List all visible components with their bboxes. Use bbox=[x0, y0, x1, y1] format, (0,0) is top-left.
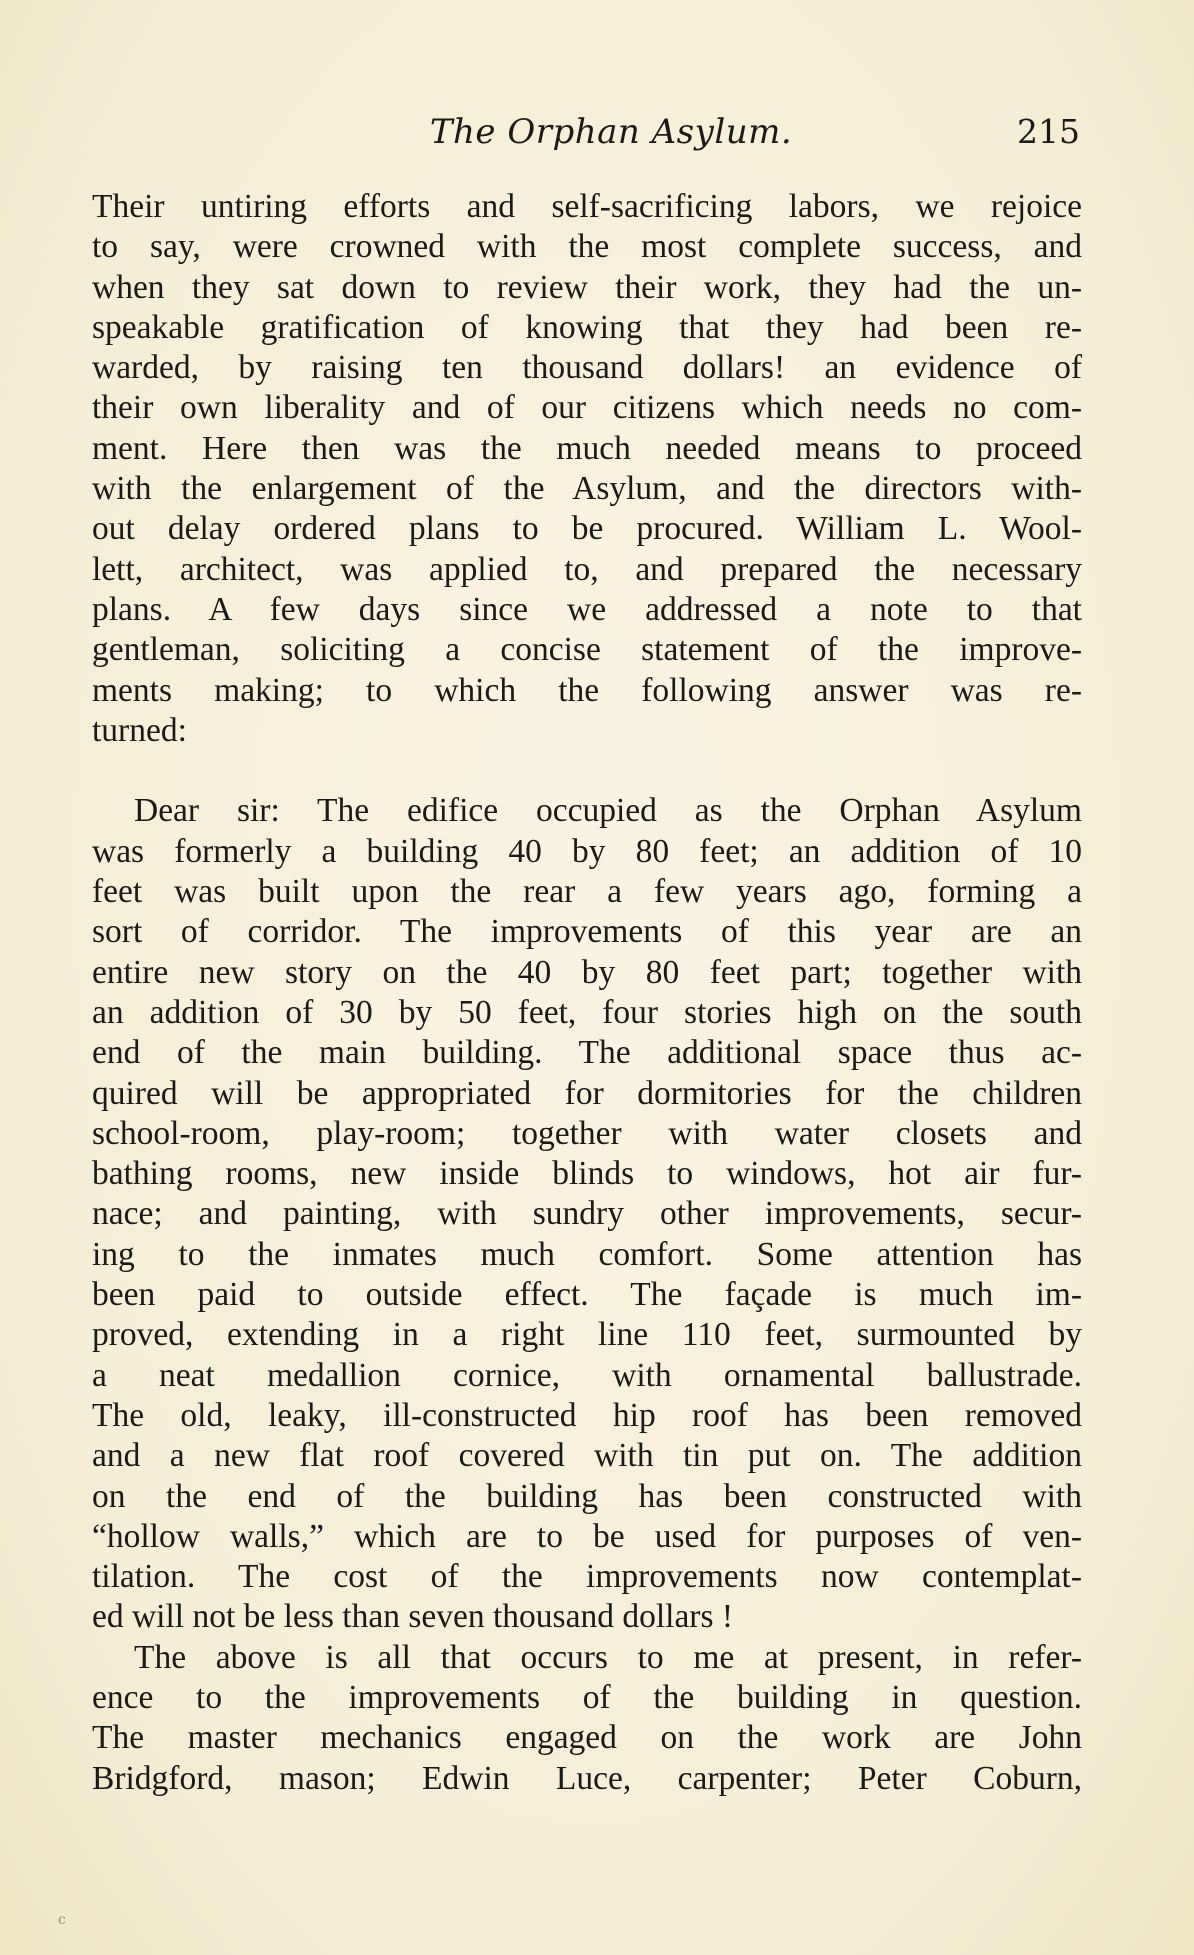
letter-paragraph-2 bbox=[92, 1638, 1082, 1799]
text-line: ment. Here then was the much needed means to proceed bbox=[92, 429, 1082, 467]
text-line: proved, extending in a right line 110 feet, surmounted by bbox=[92, 1316, 1082, 1354]
text-line: out delay ordered plans to be procured. William L. Wool- bbox=[92, 510, 1082, 548]
text-line: ed will not be less than seven thousand dollars ! bbox=[92, 1598, 734, 1636]
text-line: The above is all that occurs to me at present, in refer- bbox=[134, 1638, 1082, 1676]
paragraph-gap bbox=[92, 751, 1082, 791]
margin-mark: c bbox=[58, 1912, 66, 1928]
text-line: been paid to outside effect. The façade is much im- bbox=[92, 1276, 1082, 1314]
text-line: speakable gratification of knowing that they had been re- bbox=[92, 308, 1082, 346]
text-line: on the end of the building has been constructed with bbox=[92, 1477, 1082, 1515]
letter-paragraph-1 bbox=[92, 791, 1082, 1637]
text-line: ing to the inmates much comfort. Some attention has bbox=[92, 1235, 1082, 1273]
text-line: The old, leaky, ill-constructed hip roof has been removed bbox=[92, 1396, 1082, 1434]
text-line: Dear sir: The edifice occupied as the Orphan Asylum bbox=[134, 792, 1082, 830]
text-line: gentleman, soliciting a concise statement of the improve- bbox=[92, 631, 1082, 669]
running-title: The Orphan Asylum. bbox=[429, 112, 793, 152]
text-line: Their untiring efforts and self-sacrificing labors, we rejoice bbox=[92, 188, 1082, 225]
text-line: turned: bbox=[92, 711, 187, 749]
text-line: and a new flat roof covered with tin put on. The addition bbox=[92, 1437, 1082, 1475]
text-line: school-room, play-room; together with water closets and bbox=[92, 1114, 1082, 1152]
text-line: an addition of 30 by 50 feet, four stories high on the south bbox=[92, 993, 1082, 1031]
paragraph-1 bbox=[92, 187, 1082, 751]
text-line: end of the main building. The additional space thus ac- bbox=[92, 1034, 1082, 1072]
text-line: entire new story on the 40 by 80 feet part; together with bbox=[92, 953, 1082, 991]
body-text bbox=[92, 187, 1082, 1799]
text-line: Bridgford, mason; Edwin Luce, carpenter; Peter Coburn, bbox=[92, 1759, 1082, 1797]
text-line: their own liberality and of our citizens which needs no com- bbox=[92, 389, 1082, 427]
text-line: when they sat down to review their work, they had the un- bbox=[92, 268, 1082, 306]
text-line: ence to the improvements of the building in question. bbox=[92, 1678, 1082, 1716]
text-line: sort of corridor. The improvements of this year are an bbox=[92, 913, 1082, 951]
text-line: The master mechanics engaged on the work are John bbox=[92, 1719, 1082, 1757]
text-line: tilation. The cost of the improvements now contemplat- bbox=[92, 1558, 1082, 1596]
running-head bbox=[92, 112, 1080, 162]
text-line: bathing rooms, new inside blinds to windows, hot air fur- bbox=[92, 1155, 1082, 1193]
text-line: was formerly a building 40 by 80 feet; an addition of 10 bbox=[92, 832, 1082, 870]
text-line: a neat medallion cornice, with ornamental ballustrade. bbox=[92, 1356, 1082, 1394]
text-line: feet was built upon the rear a few years ago, forming a bbox=[92, 873, 1082, 911]
text-line: quired will be appropriated for dormitories for the children bbox=[92, 1074, 1082, 1112]
text-line: plans. A few days since we addressed a note to that bbox=[92, 590, 1082, 628]
text-line: ments making; to which the following answer was re- bbox=[92, 671, 1082, 709]
text-line: lett, architect, was applied to, and prepared the necessary bbox=[92, 550, 1082, 588]
text-line: to say, were crowned with the most complete success, and bbox=[92, 228, 1082, 266]
text-line: nace; and painting, with sundry other improvements, secur- bbox=[92, 1195, 1082, 1233]
text-line: “hollow walls,” which are to be used for purposes of ven- bbox=[92, 1517, 1082, 1555]
text-line: with the enlargement of the Asylum, and the directors with- bbox=[92, 470, 1082, 508]
page-number: 215 bbox=[1017, 112, 1080, 151]
text-line: warded, by raising ten thousand dollars! an evidence of bbox=[92, 349, 1082, 387]
